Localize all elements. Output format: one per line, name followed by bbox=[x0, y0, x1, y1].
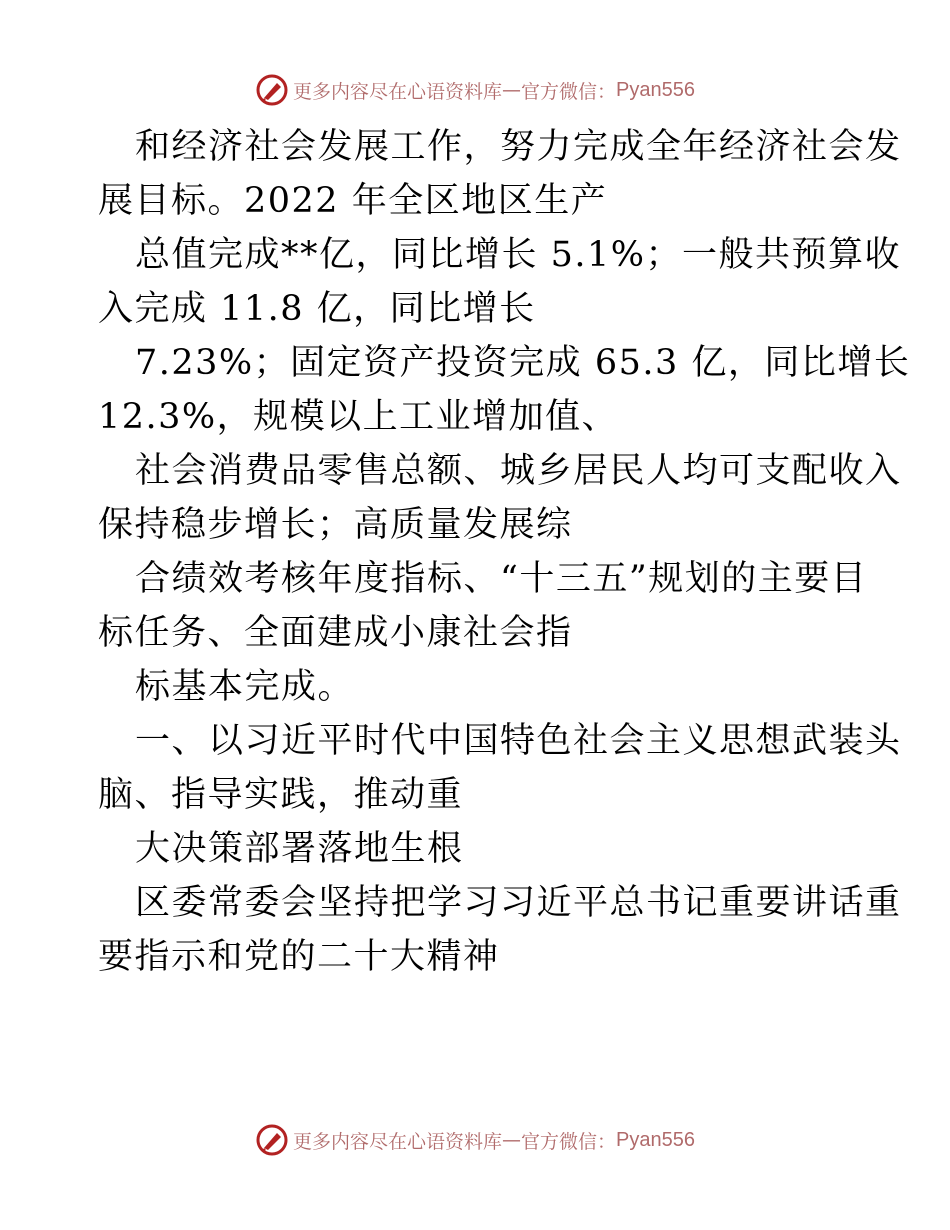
watermark-main-text: 更多内容尽在心语资料库 bbox=[293, 80, 503, 103]
watermark-handle: Pyan556 bbox=[616, 78, 695, 101]
watermark-separator: — bbox=[502, 1129, 522, 1151]
text-line: 标任务、全面建成小康社会指 bbox=[98, 613, 573, 653]
watermark-main-text: 更多内容尽在心语资料库 bbox=[293, 1130, 503, 1153]
text-line: 入完成 11.8 亿，同比增长 bbox=[98, 289, 536, 329]
watermark-handle: Pyan556 bbox=[616, 1128, 695, 1151]
text-line: 和经济社会发展工作，努力完成全年经济社会发 bbox=[135, 127, 902, 167]
header-watermark bbox=[0, 70, 950, 110]
footer-watermark bbox=[0, 1120, 950, 1160]
watermark-suffix-text: 官方微信： bbox=[521, 80, 617, 103]
text-line: 要指示和党的二十大精神 bbox=[98, 937, 500, 977]
text-line: 展目标。2022 年全区地区生产 bbox=[98, 181, 608, 221]
watermark-separator: — bbox=[502, 79, 522, 101]
watermark-suffix-text: 官方微信： bbox=[521, 1130, 617, 1153]
text-line: 合绩效考核年度指标、“十三五”规划的主要目 bbox=[135, 559, 868, 599]
text-line: 区委常委会坚持把学习习近平总书记重要讲话重 bbox=[135, 883, 902, 923]
text-line: 总值完成**亿，同比增长 5.1%；一般共预算收 bbox=[135, 235, 902, 275]
pen-circle-logo-icon bbox=[255, 1123, 289, 1157]
text-line: 标基本完成。 bbox=[135, 667, 355, 707]
text-line: 大决策部署落地生根 bbox=[135, 829, 464, 869]
text-line: 社会消费品零售总额、城乡居民人均可支配收入 bbox=[135, 451, 902, 491]
text-line: 7.23%；固定资产投资完成 65.3 亿，同比增长 bbox=[135, 343, 911, 383]
document-body bbox=[98, 120, 911, 984]
pen-circle-logo-icon bbox=[255, 73, 289, 107]
text-line: 脑、指导实践，推动重 bbox=[98, 775, 464, 815]
text-line: 一、以习近平时代中国特色社会主义思想武装头 bbox=[135, 721, 902, 761]
text-line: 保持稳步增长；高质量发展综 bbox=[98, 505, 573, 545]
text-line: 12.3%，规模以上工业增加值、 bbox=[98, 397, 619, 437]
